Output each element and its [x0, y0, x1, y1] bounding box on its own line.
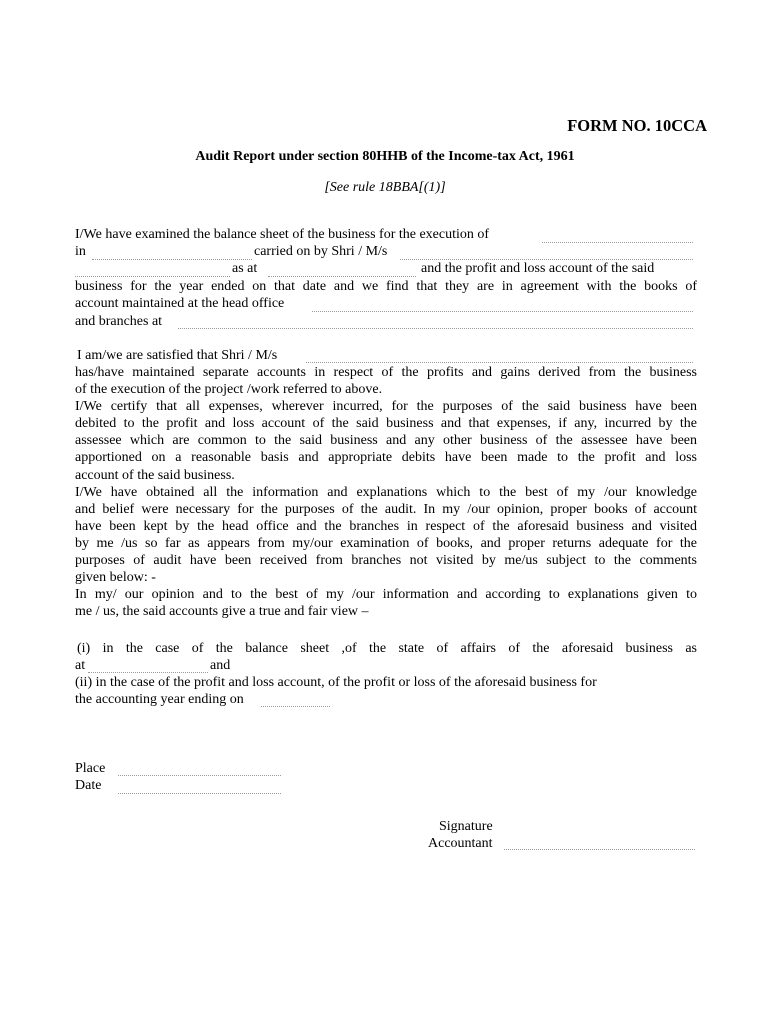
- para2-line4: I/We certify that all expenses, wherever incurred, for the purposes of the said business have been: [75, 399, 697, 415]
- para1-in-label: in: [75, 244, 86, 259]
- para3-and: and: [210, 658, 231, 673]
- para1-carried-on: carried on by Shri / M/s: [254, 244, 388, 259]
- para3-line1: (i) in the case of the balance sheet ,of the state of affairs of the aforesaid business as: [77, 641, 697, 656]
- head-office-field[interactable]: [312, 311, 693, 312]
- location-field[interactable]: [92, 259, 252, 260]
- rule-reference: [See rule 18BBA[(1)]: [324, 180, 446, 195]
- para2-line8: account of the said business.: [75, 467, 235, 483]
- para2-line10: and belief were necessary for the purposes of the audit. In my /our opinion, proper books of account: [75, 501, 697, 517]
- para2-line5: debited to the profit and loss account of the said business and that expenses, if any, incurred by the: [75, 416, 697, 432]
- para2-line7: apportioned on a reasonable basis and appropriate debits have been made to the profit and loss: [75, 450, 697, 466]
- para1-branches: and branches at: [75, 314, 163, 329]
- para1-line4: business for the year ended on that date and we find that they are in agreement with the books of: [75, 279, 697, 294]
- state-of-affairs-date-field[interactable]: [88, 672, 208, 673]
- para2-line16: me / us, the said accounts give a true and fair view –: [75, 604, 369, 620]
- para2-line6: assessee which are common to the said business and any other business of the assessee have been: [75, 433, 697, 449]
- para2-line3: of the execution of the project /work referred to above.: [75, 382, 383, 398]
- satisfied-name-field[interactable]: [306, 362, 693, 363]
- accountant-signature-field[interactable]: [504, 849, 695, 850]
- para2-line2: has/have maintained separate accounts in respect of the profits and gains derived from the business: [75, 365, 697, 380]
- para2-line13: purposes of audit have been received from branches not visited by me/us subject to the comments: [75, 553, 697, 569]
- form-number-title: FORM NO. 10CCA: [567, 116, 707, 135]
- para1-line4-wrap: [75, 278, 697, 295]
- date-field[interactable]: [118, 793, 281, 794]
- para1-as-at: as at: [232, 261, 258, 276]
- date-label: Date: [75, 778, 102, 793]
- form-subtitle: Audit Report under section 80HHB of the Income-tax Act, 1961: [195, 149, 575, 164]
- para1-line1: I/We have examined the balance sheet of the business for the execution of: [75, 227, 490, 242]
- para3-line3: (ii) in the case of the profit and loss account, of the profit or loss of the aforesaid business for: [75, 675, 597, 690]
- place-label: Place: [75, 761, 106, 776]
- para2-satisfied: I am/we are satisfied that Shri / M/s: [77, 348, 278, 363]
- address-field[interactable]: [75, 276, 230, 277]
- para3-line4: the accounting year ending on: [75, 692, 244, 707]
- branches-field[interactable]: [178, 328, 693, 329]
- para2-line12: by me /us so far as appears from my/our examination of books, and proper returns adequate for the: [75, 535, 697, 551]
- balance-sheet-date-field[interactable]: [268, 276, 416, 277]
- accountant-label: Accountant: [428, 836, 493, 851]
- para3-at-label: at: [75, 658, 86, 673]
- para2-line9: I/We have obtained all the information and explanations which to the best of my /our knowledge: [75, 484, 697, 500]
- para2-line14: given below: -: [75, 570, 156, 586]
- para3-line1-wrap: [77, 640, 697, 657]
- year-ending-field[interactable]: [261, 706, 330, 707]
- para2-body: [75, 364, 697, 620]
- para2-line11: have been kept by the head office and the branches in respect of the aforesaid business and visited: [75, 518, 697, 534]
- execution-of-field[interactable]: [542, 242, 693, 243]
- place-field[interactable]: [118, 775, 281, 776]
- para2-line15: In my/ our opinion and to the best of my /our information and according to explanations given to: [75, 587, 697, 603]
- para1-head-office: account maintained at the head office: [75, 296, 285, 311]
- signature-label: Signature: [439, 819, 493, 834]
- para1-profit-loss: and the profit and loss account of the said: [421, 261, 655, 276]
